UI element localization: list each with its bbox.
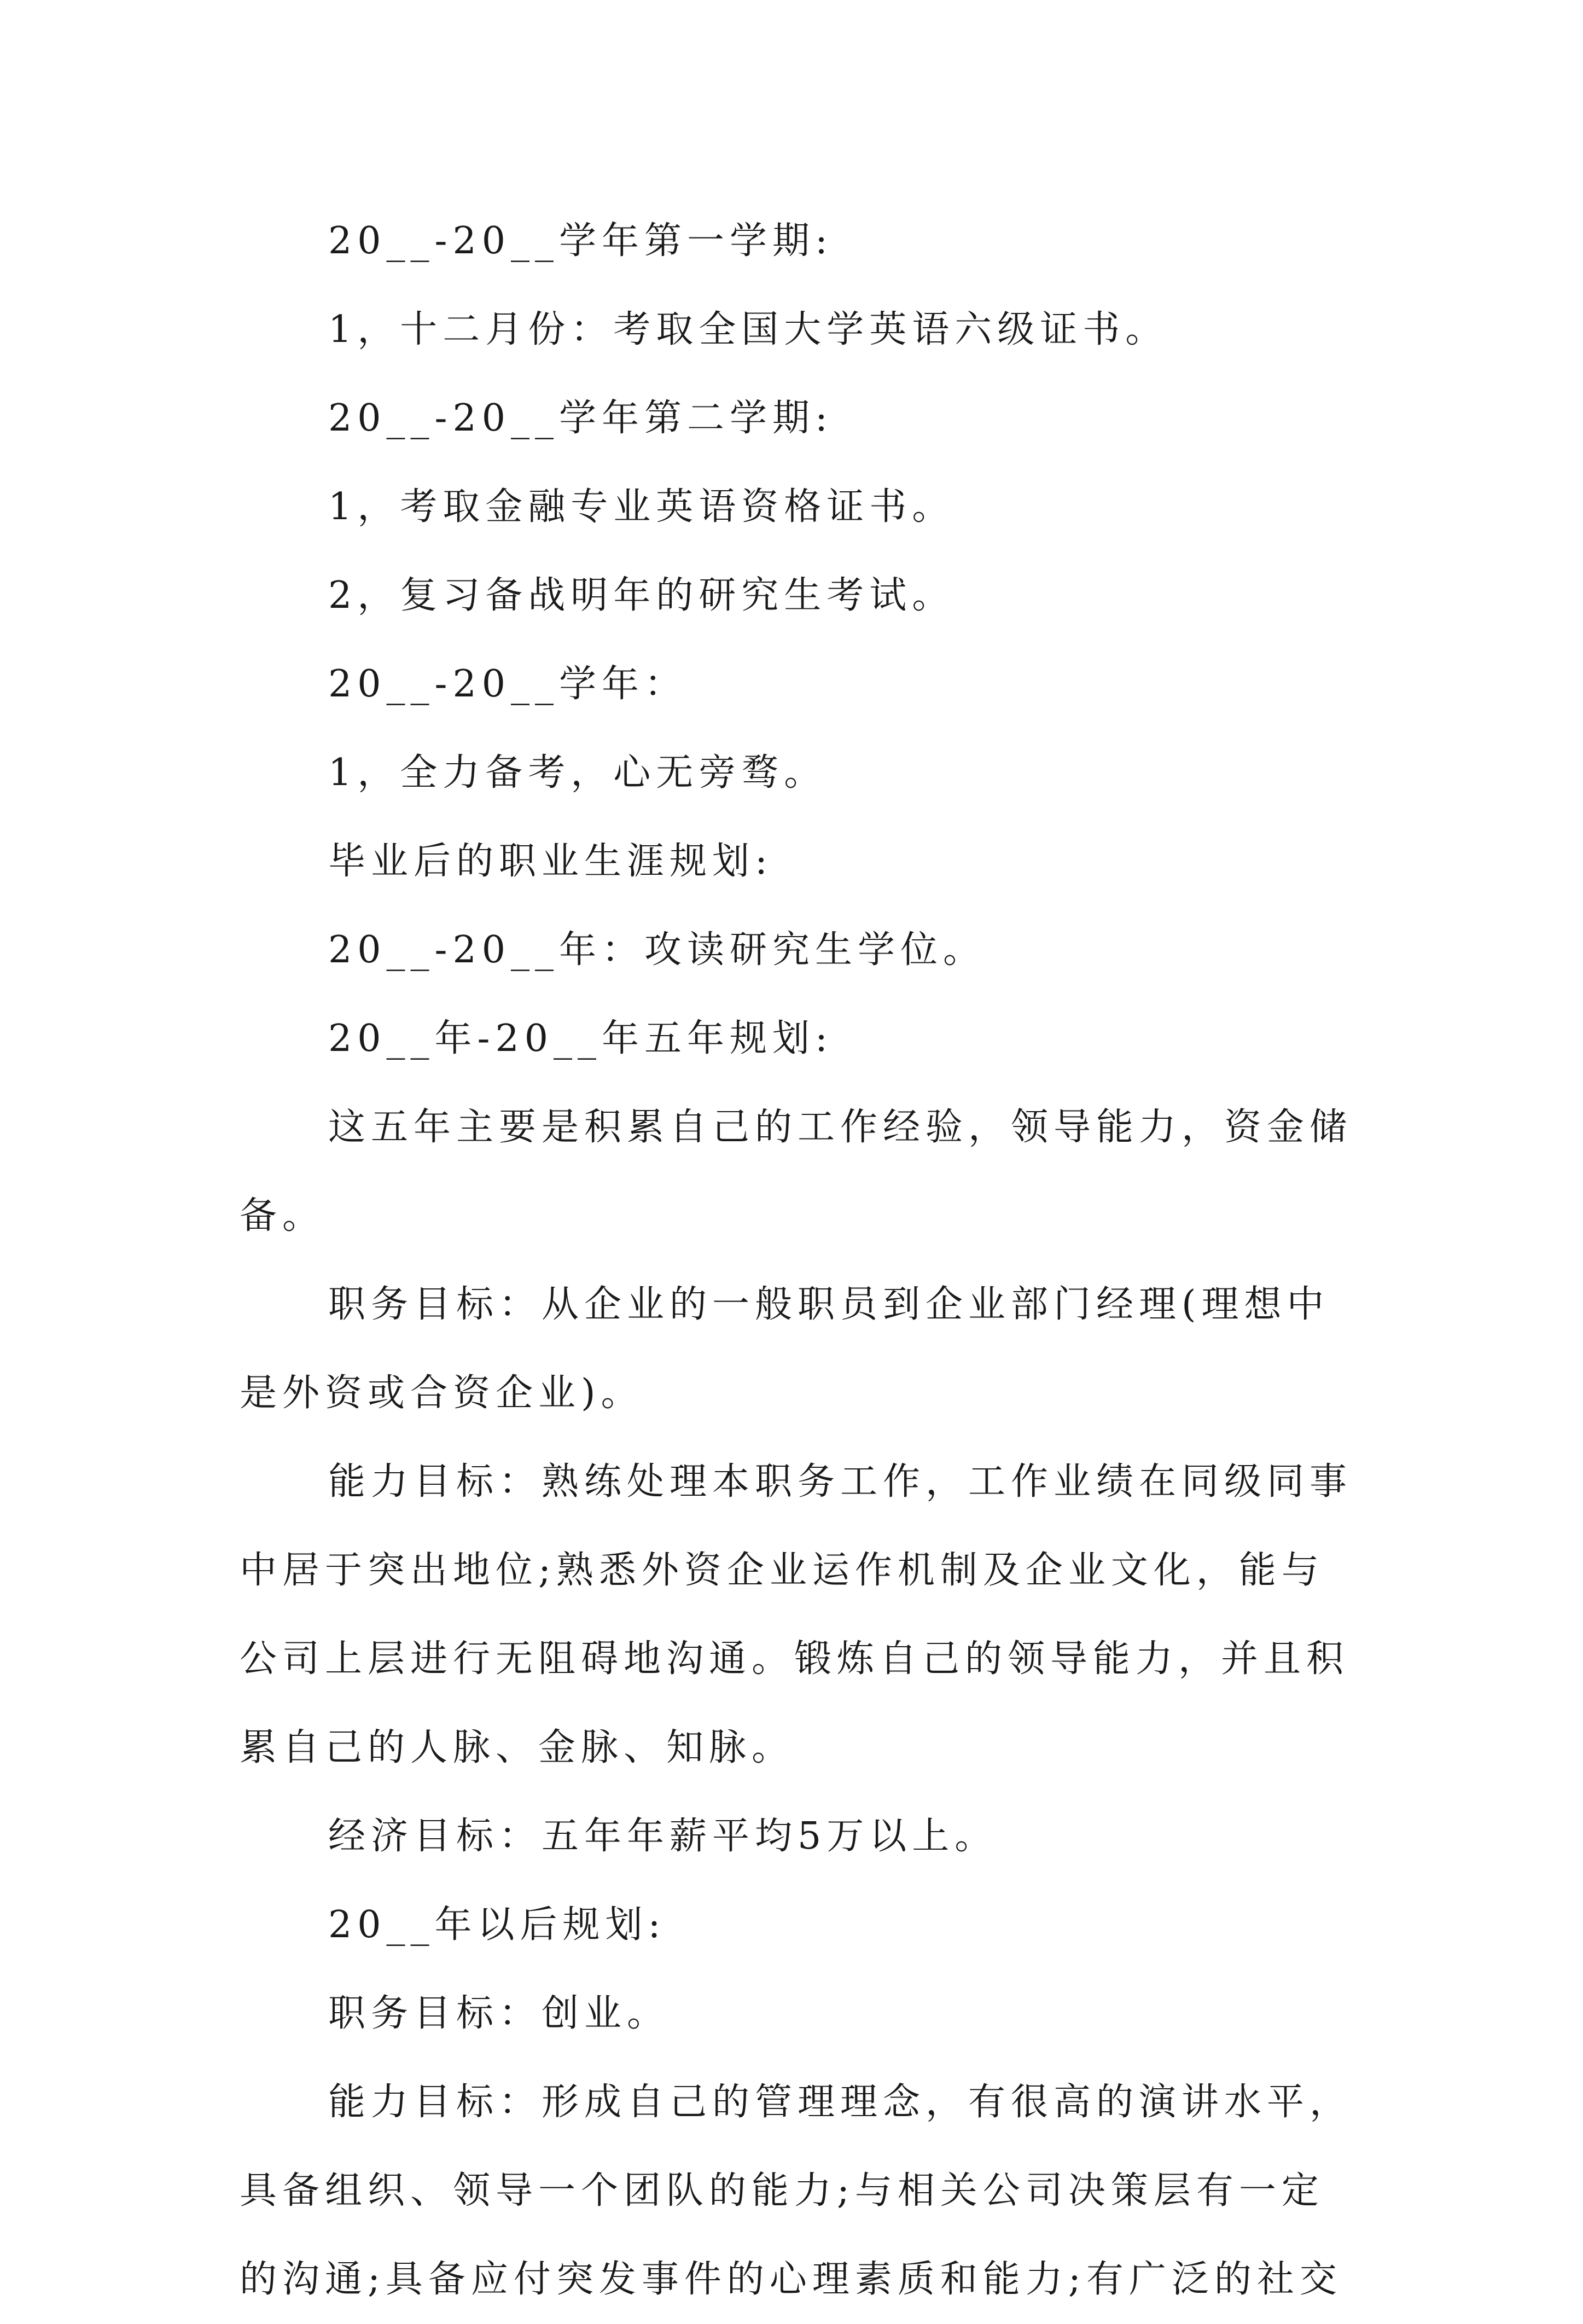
paragraph: 1，考取金融专业英语资格证书。 — [328, 485, 955, 528]
paragraph: 2，复习备战明年的研究生考试。 — [328, 574, 955, 617]
paragraph: 职务目标：从企业的一般职员到企业部门经理(理想中是外资或合资企业)。 — [240, 1283, 1330, 1415]
paragraph: 毕业后的职业生涯规划: — [328, 840, 773, 883]
paragraph: 能力目标：熟练处理本职务工作，工作业绩在同级同事中居于突出地位;熟悉外资企业运作机制及企业文化，能与公司上层进行无阻碍地沟通。锻炼自己的领导能力，并且积累自己的人脉、金脉、知脉。 — [240, 1460, 1353, 1769]
paragraph: 20__-20__学年第一学期: — [328, 219, 833, 263]
paragraph: 20__-20__学年： — [328, 663, 688, 706]
paragraph: 职务目标：创业。 — [328, 1992, 670, 2035]
paragraph: 这五年主要是积累自己的工作经验，领导能力，资金储备。 — [240, 1106, 1353, 1237]
paragraph: 20__年-20__年五年规划: — [328, 1017, 833, 1060]
paragraph: 经济目标：五年年薪平均5万以上。 — [328, 1815, 998, 1858]
paragraph: 1，全力备考，心无旁骛。 — [328, 751, 827, 794]
document-body — [240, 197, 1355, 2324]
paragraph: 1，十二月份：考取全国大学英语六级证书。 — [328, 308, 1168, 351]
paragraph: 20__-20__年：攻读研究生学位。 — [328, 928, 986, 972]
paragraph: 20__年以后规划: — [328, 1903, 666, 1947]
paragraph: 20__-20__学年第二学期: — [328, 397, 833, 440]
paragraph: 能力目标：形成自己的管理理念，有很高的演讲水平，具备组织、领导一个团队的能力;与相关公司决策层有一定的沟通;具备应付突发事件的心理素质和能力;有广泛的社交 — [240, 2081, 1353, 2301]
